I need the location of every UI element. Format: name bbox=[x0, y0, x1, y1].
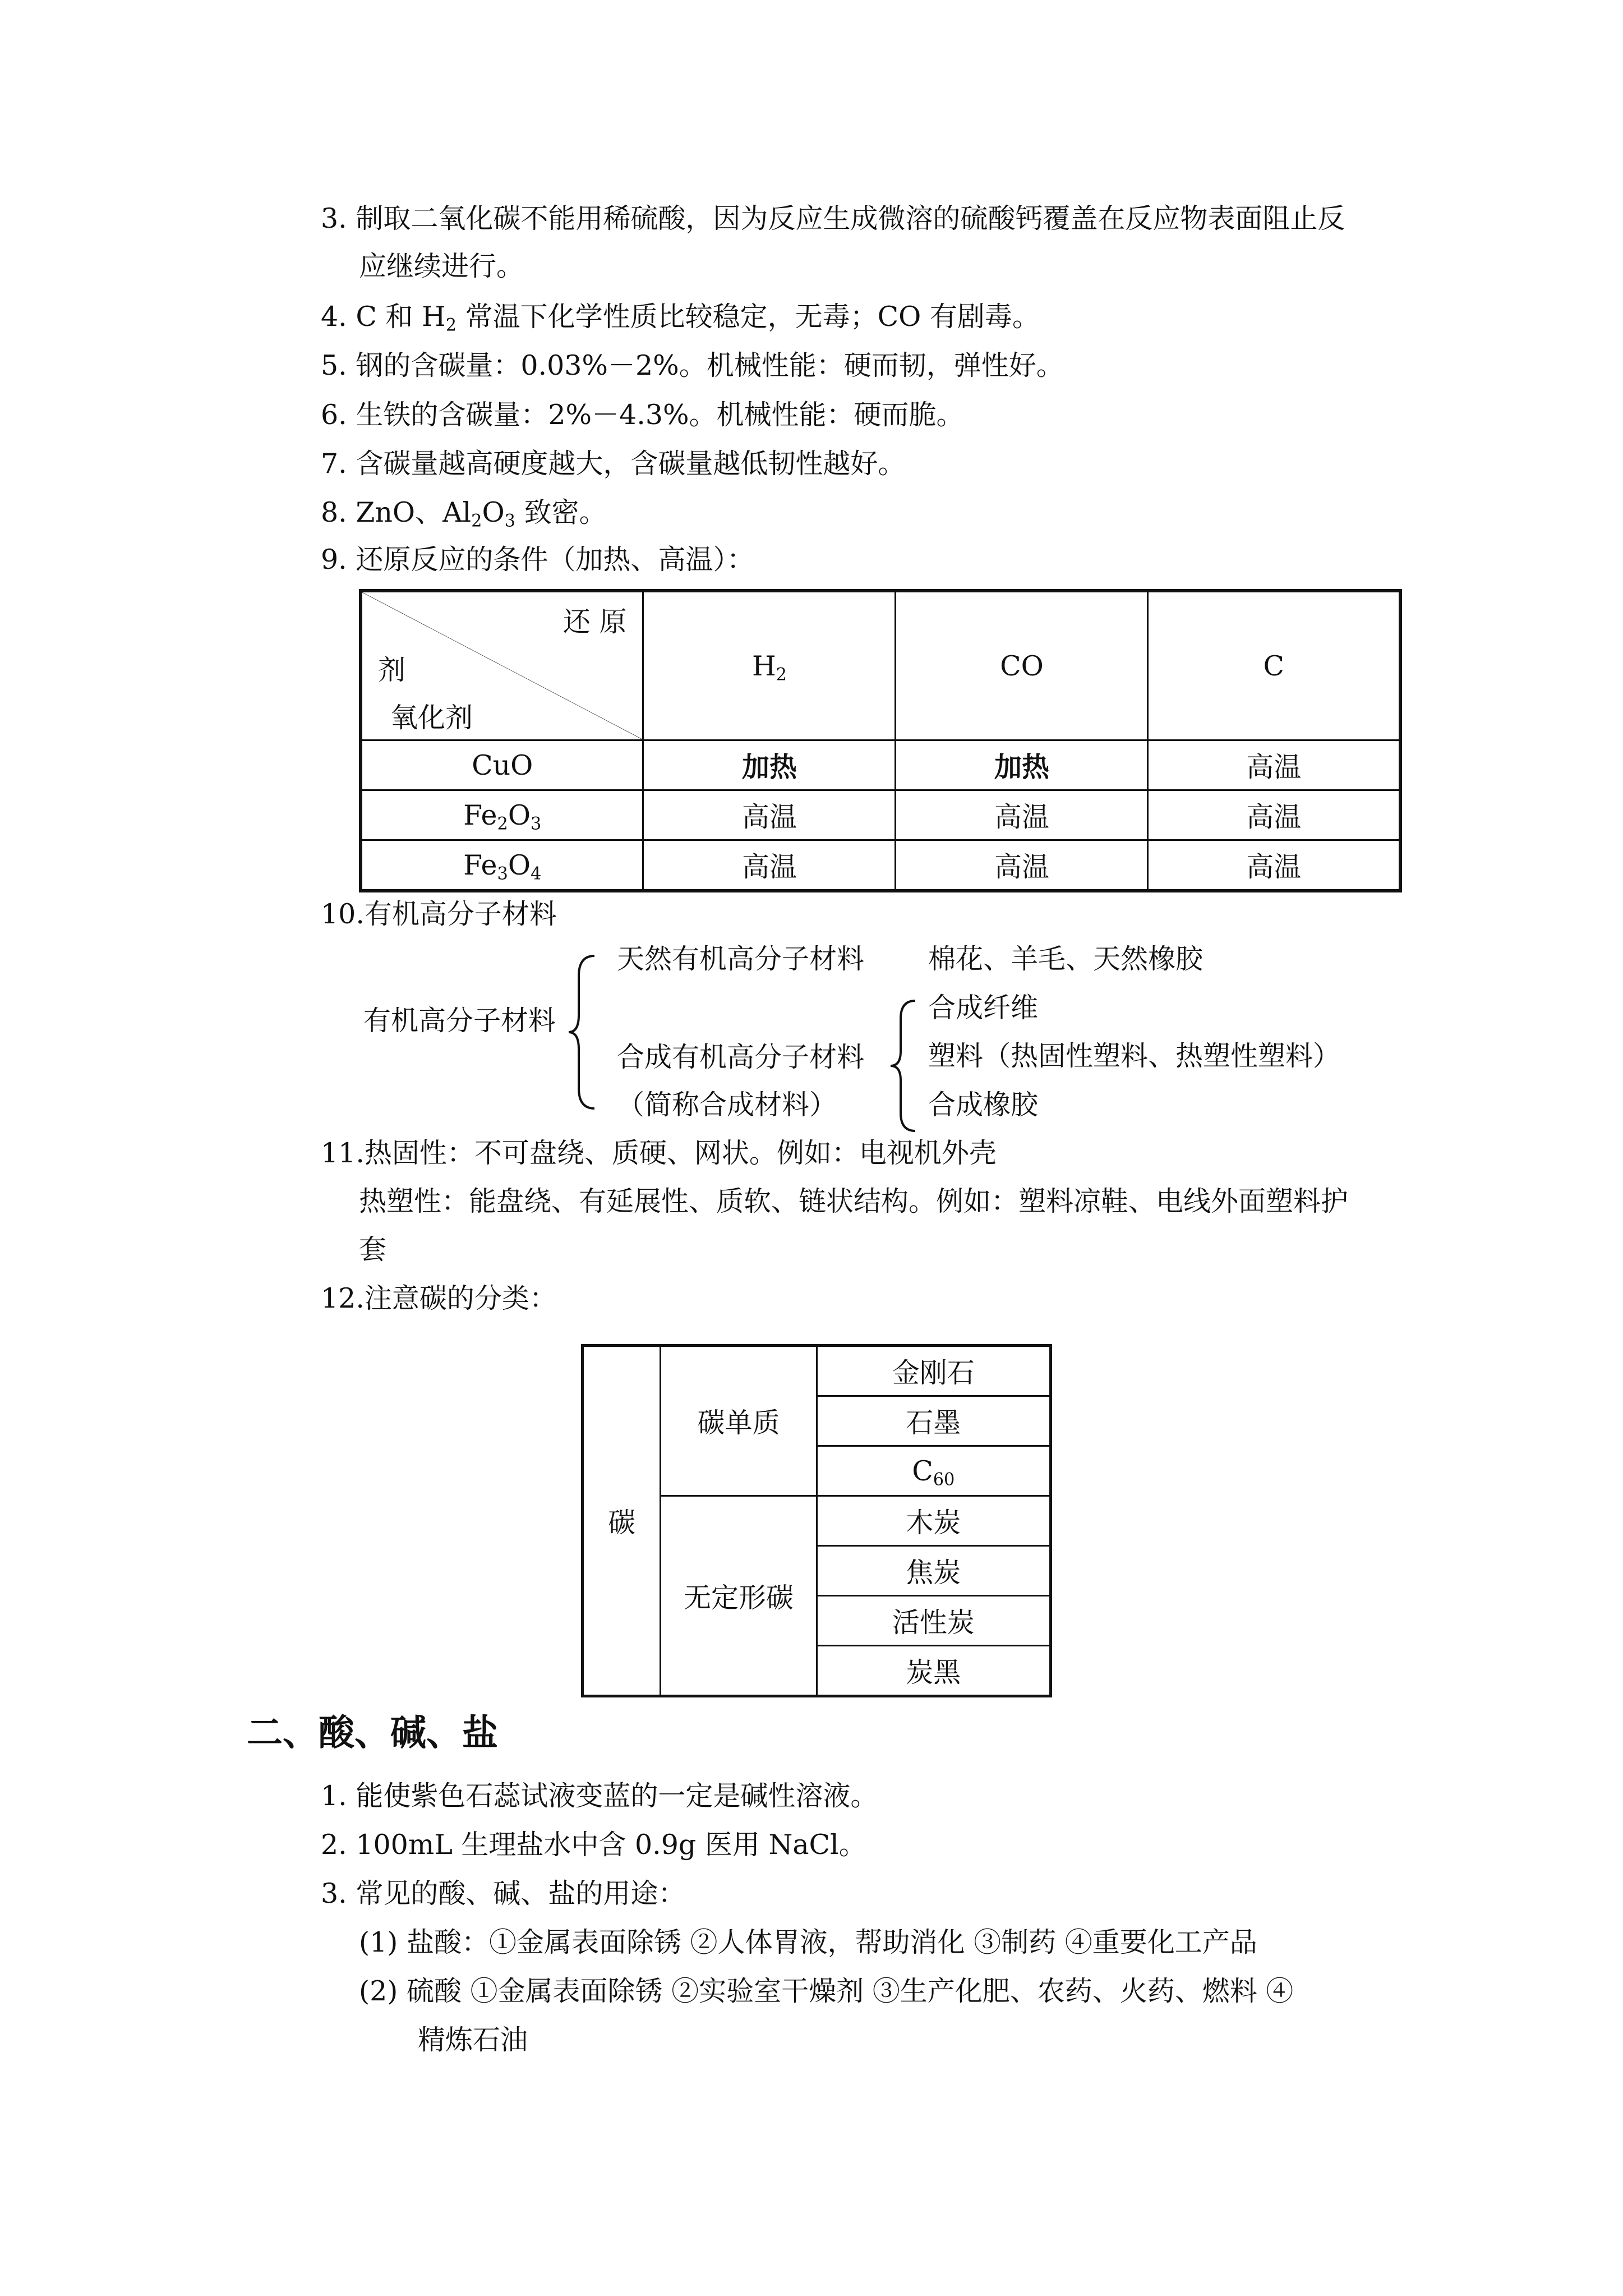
oxide-fe2o3 bbox=[361, 790, 643, 840]
column-header-h2-sub: 2 bbox=[776, 665, 787, 684]
oxide-part: Cu bbox=[472, 749, 511, 781]
item-10-title: 10.有机高分子材料 bbox=[321, 898, 557, 930]
oxide-sub: 2 bbox=[497, 814, 508, 834]
corner-label-reducer: 还 原 bbox=[562, 606, 627, 638]
table-row bbox=[583, 1346, 1051, 1396]
item-4-post: 常温下化学性质比较稳定，无毒；CO 有剧毒。 bbox=[457, 301, 1040, 333]
item-8 bbox=[321, 496, 607, 530]
reduction-conditions-table bbox=[359, 589, 1402, 892]
oxide-fe3o4 bbox=[361, 840, 643, 891]
table-row-cuo bbox=[361, 740, 1400, 790]
oxide-part: O bbox=[510, 749, 533, 781]
item-8-pre: 8. ZnO、Al bbox=[321, 496, 472, 528]
item-11-line-2: 热塑性：能盘绕、有延展性、质软、链状结构。例如：塑料凉鞋、电线外面塑料护 bbox=[359, 1185, 1349, 1217]
synthetic-note: （简称合成材料） bbox=[617, 1089, 837, 1121]
organic-root-label: 有机高分子材料 bbox=[363, 1005, 556, 1037]
item-activated-carbon: 活性炭 bbox=[817, 1596, 1050, 1646]
cell-fe3o4-co: 高温 bbox=[896, 840, 1148, 891]
synthetic-item-plastic: 塑料（热固性塑料、热塑性塑料） bbox=[928, 1040, 1341, 1072]
corner-label-oxidizer: 氧化剂 bbox=[390, 702, 473, 734]
cell-fe2o3-c: 高温 bbox=[1148, 790, 1400, 840]
item-graphite: 石墨 bbox=[817, 1396, 1050, 1446]
item-8-post: 致密。 bbox=[515, 496, 607, 528]
item-12-title: 12.注意碳的分类： bbox=[321, 1282, 557, 1314]
item-charcoal: 木炭 bbox=[817, 1496, 1050, 1546]
item-7: 7. 含碳量越高硬度越大，含碳量越低韧性越好。 bbox=[321, 448, 906, 480]
item-4 bbox=[321, 300, 1040, 334]
item-5: 5. 钢的含碳量：0.03%－2%。机械性能：硬而韧，弹性好。 bbox=[321, 349, 1064, 381]
item-4-sub: 2 bbox=[445, 315, 457, 335]
cell-fe2o3-h2: 高温 bbox=[643, 790, 896, 840]
oxide-sub: 3 bbox=[530, 814, 542, 834]
cell-cuo-co: 加热 bbox=[896, 740, 1148, 790]
synthetic-item-fiber: 合成纤维 bbox=[928, 992, 1039, 1024]
item-diamond: 金刚石 bbox=[817, 1346, 1050, 1396]
item-c60-base: C bbox=[912, 1455, 933, 1487]
carbon-root-cell: 碳 bbox=[583, 1346, 661, 1696]
oxide-sub: 3 bbox=[497, 864, 508, 884]
item-4-pre: 4. C 和 H bbox=[321, 301, 446, 333]
corner-cell bbox=[361, 591, 643, 740]
synthetic-label: 合成有机高分子材料 bbox=[617, 1041, 865, 1073]
natural-examples: 棉花、羊毛、天然橡胶 bbox=[928, 943, 1204, 975]
item-c60 bbox=[817, 1446, 1050, 1496]
column-header-co bbox=[896, 591, 1148, 740]
oxide-part: Fe bbox=[463, 849, 497, 881]
item-carbon-black: 炭黑 bbox=[817, 1646, 1050, 1696]
item-8-sub1: 2 bbox=[471, 511, 482, 531]
left-brace-icon bbox=[566, 954, 600, 1111]
use-sulfuric-line-1: (2) 硫酸 ①金属表面除锈 ②实验室干燥剂 ③生产化肥、农药、火药、燃料 ④ bbox=[359, 1975, 1294, 2007]
oxide-cuo bbox=[361, 740, 643, 790]
column-header-h2-base: H bbox=[751, 650, 776, 682]
acid-item-2: 2. 100mL 生理盐水中含 0.9g 医用 NaCl。 bbox=[321, 1829, 866, 1861]
cell-cuo-h2: 加热 bbox=[643, 740, 896, 790]
column-header-c bbox=[1148, 591, 1400, 740]
cell-fe3o4-h2: 高温 bbox=[643, 840, 896, 891]
table-row-fe3o4 bbox=[361, 840, 1400, 891]
natural-label: 天然有机高分子材料 bbox=[617, 943, 865, 975]
corner-label-agent: 剂 bbox=[378, 654, 406, 686]
cell-fe3o4-c: 高温 bbox=[1148, 840, 1400, 891]
item-11-line-1: 11.热固性：不可盘绕、质硬、网状。例如：电视机外壳 bbox=[321, 1137, 997, 1169]
item-6: 6. 生铁的含碳量：2%－4.3%。机械性能：硬而脆。 bbox=[321, 399, 964, 431]
item-8-mid: O bbox=[482, 496, 505, 528]
oxide-part: O bbox=[508, 849, 531, 881]
oxide-part: O bbox=[508, 799, 531, 831]
group-elemental-carbon: 碳单质 bbox=[661, 1346, 817, 1496]
table-row-fe2o3 bbox=[361, 790, 1400, 840]
column-header-co-base: CO bbox=[1000, 650, 1044, 682]
carbon-classification-table bbox=[581, 1344, 1052, 1697]
item-coke: 焦炭 bbox=[817, 1546, 1050, 1596]
section-2-heading: 二、酸、碱、盐 bbox=[247, 1712, 498, 1754]
column-header-h2 bbox=[643, 591, 896, 740]
cell-cuo-c: 高温 bbox=[1148, 740, 1400, 790]
item-11-line-3: 套 bbox=[359, 1234, 387, 1266]
use-hydrochloric: (1) 盐酸：①金属表面除锈 ②人体胃液，帮助消化 ③制药 ④重要化工产品 bbox=[359, 1926, 1257, 1958]
group-amorphous-carbon: 无定形碳 bbox=[661, 1496, 817, 1696]
acid-item-1: 1. 能使紫色石蕊试液变蓝的一定是碱性溶液。 bbox=[321, 1780, 878, 1812]
item-9: 9. 还原反应的条件（加热、高温）： bbox=[321, 544, 754, 576]
item-8-sub2: 3 bbox=[504, 511, 515, 531]
item-3-line-2: 应继续进行。 bbox=[359, 250, 524, 282]
synthetic-item-rubber: 合成橡胶 bbox=[928, 1089, 1039, 1121]
cell-fe2o3-co: 高温 bbox=[896, 790, 1148, 840]
acid-item-3: 3. 常见的酸、碱、盐的用途： bbox=[321, 1878, 686, 1910]
right-brace-icon bbox=[887, 999, 921, 1133]
use-sulfuric-line-2: 精炼石油 bbox=[418, 2024, 528, 2056]
oxide-sub: 4 bbox=[530, 864, 542, 884]
table-header-row bbox=[361, 591, 1400, 740]
item-c60-sub: 60 bbox=[933, 1470, 955, 1489]
oxide-part: Fe bbox=[463, 799, 497, 831]
item-3-line-1: 3. 制取二氧化碳不能用稀硫酸，因为反应生成微溶的硫酸钙覆盖在反应物表面阻止反 bbox=[321, 203, 1345, 234]
column-header-c-base: C bbox=[1263, 650, 1284, 682]
